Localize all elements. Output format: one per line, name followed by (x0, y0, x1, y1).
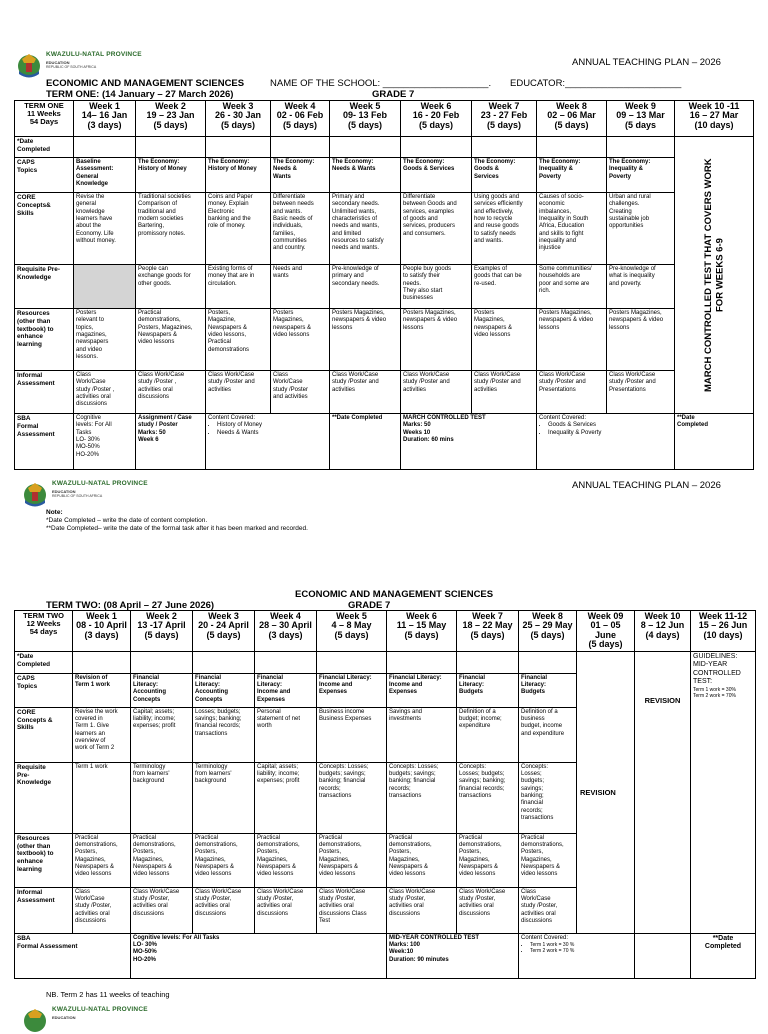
week-dates: 16 - 20 Feb (5 days) (412, 110, 460, 130)
resources-cell: Practical demonstrations, Posters, Magazines, Newspapers & video lessons (387, 833, 457, 887)
date-completed-cell[interactable] (387, 651, 457, 673)
pre-knowledge-cell: Terminology from learners' background (193, 762, 255, 833)
core-concepts-cell: Capital; assets; liability; income; expenses; profit (131, 707, 193, 762)
informal-assessment-cell: Class Work/Case study /Poster and Presentations (607, 371, 675, 414)
row-label-caps-topics: CAPS Topics (15, 673, 73, 707)
week-dates: 19 – 23 Jan (5 days) (146, 110, 195, 130)
notes-block (46, 509, 308, 533)
informal-assessment-cell: Class Work/Case study /Poster, activities oral discussions (255, 887, 317, 933)
row-label-resources: Resources (other than textbook) to enhance learning (15, 309, 74, 371)
week-label: Week 1 (86, 611, 117, 621)
table-row (15, 158, 754, 193)
row-label-core-concepts: CORE Concepts & Skills (15, 707, 73, 762)
row-label-core-concepts: CORE Concepts& Skills (15, 193, 74, 265)
pre-knowledge-cell: Concepts: Losses; budgets; savings; banking; financial records; transactions (387, 762, 457, 833)
date-completed-cell[interactable] (206, 137, 271, 158)
core-concepts-cell: Losses; budgets; savings; banking; financial records; transactions (193, 707, 255, 762)
week-header (131, 611, 193, 652)
coat-of-arms-icon (16, 51, 42, 79)
note-line: **Date Completed– write the date of the formal task after it has been marked and recorded. (46, 525, 308, 533)
date-completed-cell[interactable] (136, 137, 206, 158)
caps-topic-cell: Revision of Term 1 work (73, 673, 131, 707)
province-name: KWAZULU-NATAL PROVINCE (46, 51, 142, 58)
caps-topic-cell: Financial Literacy: Income and Expenses (255, 673, 317, 707)
week-label: Week 8 (556, 101, 587, 111)
week-dates: 01 – 05 June (5 days) (588, 620, 623, 650)
country-name: REPUBLIC OF SOUTH AFRICA (52, 494, 103, 498)
week-label: Week 10 -11 (688, 101, 740, 111)
week-label: Week 9 (625, 101, 656, 111)
sba-date-completed-2[interactable]: **Date Completed (675, 414, 754, 470)
informal-assessment-cell: Class Work/Case study /Poster and activities (271, 371, 330, 414)
resources-cell: Practical demonstrations, Posters, Magazines, Newspapers & video lessons (193, 833, 255, 887)
list-item: • Term 1 work = 30 % (530, 942, 632, 948)
caps-topic-cell: The Economy: Goods & Services (472, 158, 537, 193)
province-name: KWAZULU-NATAL PROVINCE (52, 1006, 148, 1013)
date-completed-cell[interactable] (472, 137, 537, 158)
core-concepts-cell: Coins and Paper money. Explain Electronic banking and the role of money. (206, 193, 271, 265)
informal-assessment-cell: Class Work/Case study /Poster , activities oral discussions (74, 371, 136, 414)
week-label: Week 5 (349, 101, 381, 111)
resources-cell: Practical demonstrations, Posters, Magazines, Newspapers & video lessons (255, 833, 317, 887)
caps-topic-cell: The Economy: Goods & Services (401, 158, 472, 193)
caps-topic-cell: Financial Literacy: Income and Expenses (387, 673, 457, 707)
resources-cell: Practical demonstrations, Posters, Magazines, Newspapers & video lessons (73, 833, 131, 887)
row-label-pre-knowledge: Requisite Pre- Knowledge (15, 265, 74, 309)
core-concepts-cell: Differentiate between Goods and services, examples of goods and services, producers and consumers. (401, 193, 472, 265)
subject-title: ECONOMIC AND MANAGEMENT SCIENCES (46, 78, 245, 89)
caps-topic-cell: The Economy: Inequality & Poverty (537, 158, 607, 193)
caps-topic-cell: The Economy: History of Money (136, 158, 206, 193)
week-dates: 02 - 06 Feb (5 days) (276, 110, 324, 130)
department-name: EDUCATION (46, 60, 70, 65)
core-concepts-cell: Urban and rural challenges. Creating sustainable job opportunities (607, 193, 675, 265)
informal-assessment-cell: Class Work/Case study /Poster and Presentations (537, 371, 607, 414)
row-label-caps-topics: CAPS Topics (15, 158, 74, 193)
week-dates: 08 - 10 April (3 days) (76, 620, 127, 640)
caps-topic-cell: Financial Literacy: Accounting Concepts (131, 673, 193, 707)
province-name: KWAZULU-NATAL PROVINCE (52, 480, 148, 487)
week-dates: 28 – 30 April (3 days) (259, 620, 312, 640)
caps-topic-cell: The Economy: Needs & Wants (330, 158, 401, 193)
resources-cell: Posters Magazines, newspapers & video lessons (472, 309, 537, 371)
week-dates: 8 – 12 Jun (4 days) (640, 620, 685, 640)
march-test-vertical-label: MARCH CONTROLLED TEST THAT COVERS WORK FOR WEEKS 6-9 (702, 158, 725, 392)
caps-topic-cell: Financial Literacy: Income and Expenses (317, 673, 387, 707)
week-label: Week 5 (336, 611, 367, 621)
date-completed-cell[interactable] (73, 651, 131, 673)
week-dates: 4 – 8 May (5 days) (331, 620, 372, 640)
date-completed-cell[interactable] (330, 137, 401, 158)
row-label-pre-knowledge: Requisite Pre- Knowledge (15, 762, 73, 833)
kzn-logo-3 (22, 1006, 148, 1034)
sba-march-controlled-test: MARCH CONTROLLED TEST Marks: 50 Weeks 10 Duration: 60 mins (401, 414, 537, 470)
core-concepts-cell: Definition of a business budget, income and expenditure (519, 707, 577, 762)
core-concepts-cell: Causes of socio- economic imbalances, Inequality in South Africa, Education and skills to fight inequality and injustice (537, 193, 607, 265)
date-completed-cell[interactable] (255, 651, 317, 673)
core-concepts-cell: Traditional societies Comparison of traditional and modern societies Bartering, promissory notes. (136, 193, 206, 265)
guidelines-weights: Term 1 work = 30% Term 2 work = 70% (693, 686, 736, 699)
week-header (271, 101, 330, 137)
caps-topic-cell: Financial Literacy: Budgets (519, 673, 577, 707)
week-header (330, 101, 401, 137)
informal-assessment-cell: Class Work/Case study /Poster and activities (330, 371, 401, 414)
pre-knowledge-cell: Pre-knowledge of primary and secondary needs. (330, 265, 401, 309)
term-two-corner: TERM TWO 12 Weeks 54 days (15, 611, 73, 652)
pre-knowledge-cell: Needs and wants (271, 265, 330, 309)
table-row (15, 933, 756, 978)
date-completed-cell[interactable] (457, 651, 519, 673)
core-concepts-cell: Savings and investments (387, 707, 457, 762)
week-header (136, 101, 206, 137)
term-one-corner: TERM ONE 11 Weeks 54 Days (15, 101, 74, 137)
term-two-table (14, 610, 756, 979)
pre-knowledge-cell: Concepts: Losses; budgets; savings; banking; financial records; transactions (519, 762, 577, 833)
week-header (387, 611, 457, 652)
core-concepts-cell: Differentiate between needs and wants. Basic needs of individuals, families, communities and country. (271, 193, 330, 265)
row-label-date-completed: *Date Completed (15, 137, 74, 158)
week-label: Week 7 (488, 101, 520, 111)
pre-knowledge-cell: Examples of goods that can be re-used. (472, 265, 537, 309)
date-completed-cell[interactable] (271, 137, 330, 158)
week-label: Week 6 (420, 101, 452, 111)
week-header (74, 101, 136, 137)
week-label: Week 3 (222, 101, 254, 111)
row-label-resources: Resources (other than textbook) to enhance learning (15, 833, 73, 887)
week-label: Week 4 (284, 101, 316, 111)
week-label: Week 3 (208, 611, 239, 621)
informal-assessment-cell: Class Work/Case study /Poster, activities oral discussions (193, 887, 255, 933)
pre-knowledge-cell: Capital; assets; liability; income; expenses; profit (255, 762, 317, 833)
term-one-title: TERM ONE: (14 January – 27 March 2026) (46, 89, 234, 100)
pre-knowledge-cell: Some communities/ households are poor and some are rich. (537, 265, 607, 309)
pre-knowledge-cell: People can exchange goods for other goods. (136, 265, 206, 309)
informal-assessment-cell: Class Work/Case study /Poster, activities oral discussions (519, 887, 577, 933)
week-label: Week 2 (146, 611, 177, 621)
week-label: Week 6 (406, 611, 437, 621)
pre-knowledge-cell: Concepts: Losses; budgets; savings; banking; financial records; transactions (317, 762, 387, 833)
resources-cell: Posters Magazines, newspapers & video lessons (271, 309, 330, 371)
informal-assessment-cell: Class Work/Case study /Poster and activities (472, 371, 537, 414)
week-dates: 15 – 26 Jun (10 days) (698, 620, 748, 640)
core-concepts-cell: Revise the work covered in Term 1. Give learners an overview of work of Term 2 (73, 707, 131, 762)
resources-cell: Posters relevant to topics, magazines, newspapers and video lessons. (74, 309, 136, 371)
caps-topic-cell: Baseline Assessment: General Knowledge (74, 158, 136, 193)
subject-title-2: ECONOMIC AND MANAGEMENT SCIENCES (295, 589, 494, 600)
pre-knowledge-cell (74, 265, 136, 309)
coat-of-arms-icon (22, 480, 48, 508)
pre-knowledge-cell: Terminology from learners' background (131, 762, 193, 833)
week-dates: 25 – 29 May (5 days) (522, 620, 573, 640)
week-header (73, 611, 131, 652)
educator-field: EDUCATOR:______________________ (510, 78, 682, 89)
week-dates: 02 – 06 Mar (5 days) (547, 110, 596, 130)
department-name: EDUCATION (52, 489, 76, 494)
week-header (206, 101, 271, 137)
guidelines-cell (691, 651, 756, 933)
grade-label-2: GRADE 7 (348, 600, 391, 611)
week-header (255, 611, 317, 652)
resources-cell: Practical demonstrations, Posters, Magazines, Newspapers & video lessons (131, 833, 193, 887)
term-one-table (14, 100, 754, 470)
informal-assessment-cell: Class Work/Case study /Poster, activities oral discussions Class Test (317, 887, 387, 933)
caps-topic-cell: The Economy: Inequality & Poverty (607, 158, 675, 193)
resources-cell: Practical demonstrations, Posters, Magazines, Newspapers & video lessons (519, 833, 577, 887)
sba-empty-cell (635, 933, 691, 978)
resources-cell: Practical demonstrations, Posters, Magazines, Newspapers & video lessons (136, 309, 206, 371)
resources-cell: Practical demonstrations, Posters, Magazines, Newspapers & video lessons (317, 833, 387, 887)
table-row (15, 371, 754, 414)
term-two-title: TERM TWO: (08 April – 27 June 2026) (46, 600, 215, 611)
caps-topic-cell: The Economy: Needs & Wants (271, 158, 330, 193)
week-dates: 09- 13 Feb (5 days) (342, 110, 388, 130)
informal-assessment-cell: Class Work/Case study /Poster and activities (401, 371, 472, 414)
row-label-informal-assessment: Informal Assessment (15, 371, 74, 414)
informal-assessment-cell: Class Work/Case study /Poster, activities oral discussions (457, 887, 519, 933)
sba-cognitive-levels: Cognitive levels: For All Tasks LO- 30% MO-50% HO-20% (74, 414, 136, 470)
week-label: Week 8 (532, 611, 563, 621)
core-concepts-cell: Definition of a budget; income; expenditure (457, 707, 519, 762)
date-completed-cell[interactable] (519, 651, 577, 673)
week-dates: 13 -17 April (5 days) (137, 620, 186, 640)
informal-assessment-cell: Class Work/Case study /Poster , activities oral discussions (136, 371, 206, 414)
date-completed-cell[interactable] (193, 651, 255, 673)
row-label-sba: SBA Formal Assessment (15, 933, 131, 978)
country-name: REPUBLIC OF SOUTH AFRICA (46, 65, 97, 69)
week-header (691, 611, 756, 652)
sba-content-covered-2 (537, 414, 675, 470)
revision-label: REVISION (580, 787, 616, 797)
resources-cell: Posters Magazines, newspapers & video lessons (537, 309, 607, 371)
week-dates: 18 – 22 May (5 days) (462, 620, 513, 640)
informal-assessment-cell: Class Work/Case study /Poster and activities (206, 371, 271, 414)
notes-title: Note: (46, 509, 63, 516)
resources-cell: Posters Magazines, newspapers & video lessons (401, 309, 472, 371)
sba-date-completed[interactable]: **Date Completed (691, 933, 756, 978)
pre-knowledge-cell: People buy goods to satisfy their needs. They also start businesses (401, 265, 472, 309)
week-label: Week 1 (89, 101, 120, 111)
week-dates: 23 - 27 Feb (5 days) (480, 110, 528, 130)
sba-cognitive-levels: Cognitive levels: For All Tasks LO- 30% MO-50% HO-20% (131, 933, 387, 978)
core-concepts-cell: Revise the general knowledge learners have about the Economy. Life without money. (74, 193, 136, 265)
revision-week-9 (577, 651, 635, 933)
sba-assignment: Assignment / Case study / Poster Marks: 50 Week 6 (136, 414, 206, 470)
sba-mid-year-test: MID-YEAR CONTROLLED TEST Marks: 100 Week:10 Duration: 90 minutes (387, 933, 519, 978)
list-item: • Needs & Wants (217, 430, 327, 437)
core-concepts-cell: Primary and secondary needs. Unlimited wants, characteristics of needs and wants, and limited resources to satisfy needs and wants. (330, 193, 401, 265)
guidelines-title: GUIDELINES: MID-YEAR CONTROLLED TEST: (693, 652, 741, 686)
caps-topic-cell: The Economy: History of Money (206, 158, 271, 193)
school-name-field: NAME OF THE SCHOOL: ____________________. (270, 78, 492, 89)
week-header (537, 101, 607, 137)
kzn-logo (16, 51, 142, 79)
table-row (15, 193, 754, 265)
resources-cell: Posters Magazines, newspapers & video lessons (330, 309, 401, 371)
core-concepts-cell: Personal statement of net worth (255, 707, 317, 762)
week-header (401, 101, 472, 137)
resources-cell: Practical demonstrations, Posters, Magazines, Newspapers & video lessons (457, 833, 519, 887)
week-label: Week 7 (472, 611, 503, 621)
list-item: • Goods & Services (548, 422, 672, 429)
table-row (15, 265, 754, 309)
week-label: Week 09 (587, 611, 624, 621)
coat-of-arms-icon (22, 1006, 48, 1034)
revision-label: REVISION (644, 695, 681, 705)
week-header (675, 101, 754, 137)
date-completed-cell[interactable] (537, 137, 607, 158)
caps-topic-cell: Financial Literacy: Budgets (457, 673, 519, 707)
pre-knowledge-cell: Concepts: Losses; budgets; savings; banking; financial records; transactions (457, 762, 519, 833)
plan-title: ANNUAL TEACHING PLAN – 2026 (572, 57, 721, 68)
table-row (15, 309, 754, 371)
week-header (472, 101, 537, 137)
week-dates: 11 – 15 May (5 days) (396, 620, 447, 640)
list-item: • Inequality & Poverty (548, 430, 672, 437)
date-completed-cell[interactable] (607, 137, 675, 158)
week-dates: 14– 16 Jan (3 days) (81, 110, 128, 130)
informal-assessment-cell: Class Work/Case study /Poster, activities oral discussions (387, 887, 457, 933)
week-label: Week 10 (644, 611, 681, 621)
march-test-vertical-cell (675, 137, 754, 414)
informal-assessment-cell: Class Work/Case study /Poster, activities oral discussions (131, 887, 193, 933)
list-item: • History of Money (217, 422, 327, 429)
caps-topic-cell: Financial Literacy: Accounting Concepts (193, 673, 255, 707)
resources-cell: Posters, Magazine, Newspapers & video lessons, Practical demonstrations (206, 309, 271, 371)
row-label-date-completed: *Date Completed (15, 651, 73, 673)
department-name: EDUCATION (52, 1015, 76, 1020)
week-header (193, 611, 255, 652)
week-label: Week 2 (155, 101, 186, 111)
week-dates: 16 – 27 Mar (10 days) (689, 110, 739, 130)
date-completed-cell[interactable] (317, 651, 387, 673)
footnote: NB. Term 2 has 11 weeks of teaching (46, 990, 170, 999)
resources-cell: Posters Magazines, newspapers & video lessons (607, 309, 675, 371)
sba-date-completed[interactable]: **Date Completed (330, 414, 401, 470)
list-item: • Term 2 work = 70 % (530, 948, 632, 954)
sba-content-covered (519, 933, 635, 978)
row-label-informal-assessment: Informal Assessment (15, 887, 73, 933)
content-covered-title: Content Covered: (208, 415, 256, 421)
pre-knowledge-cell: Pre-knowledge of what is inequality and poverty. (607, 265, 675, 309)
week-header (577, 611, 635, 652)
week-dates: 09 – 13 Mar (5 days (616, 110, 665, 130)
week-header (317, 611, 387, 652)
week-header (607, 101, 675, 137)
informal-assessment-cell: Class Work/Case study /Poster, activities oral discussions (73, 887, 131, 933)
note-line: *Date Completed – write the date of content completion. (46, 517, 208, 525)
date-completed-cell[interactable] (401, 137, 472, 158)
week-header (519, 611, 577, 652)
kzn-logo-2 (22, 480, 148, 508)
week-dates: 26 - 30 Jan (5 days) (214, 110, 262, 130)
week-label: Week 11-12 (698, 611, 748, 621)
table-row (15, 414, 754, 470)
week-dates: 20 - 24 April (5 days) (198, 620, 249, 640)
date-completed-cell[interactable] (131, 651, 193, 673)
week-header (457, 611, 519, 652)
grade-label: GRADE 7 (372, 89, 415, 100)
row-label-sba: SBA Formal Assessment (15, 414, 74, 470)
content-covered-title: Content Covered: (539, 415, 587, 421)
plan-title-2: ANNUAL TEACHING PLAN – 2026 (572, 480, 721, 491)
pre-knowledge-cell: Existing forms of money that are in circulation. (206, 265, 271, 309)
core-concepts-cell: Using goods and services efficiently and effectively, how to recycle and reuse goods to satisfy needs and wants. (472, 193, 537, 265)
core-concepts-cell: Business income Business Expenses (317, 707, 387, 762)
content-covered-title: Content Covered: (521, 934, 569, 941)
week-label: Week 4 (270, 611, 301, 621)
sba-content-covered-1 (206, 414, 330, 470)
pre-knowledge-cell: Term 1 work (73, 762, 131, 833)
week-header (635, 611, 691, 652)
revision-week-10 (635, 651, 691, 933)
date-completed-cell[interactable] (74, 137, 136, 158)
